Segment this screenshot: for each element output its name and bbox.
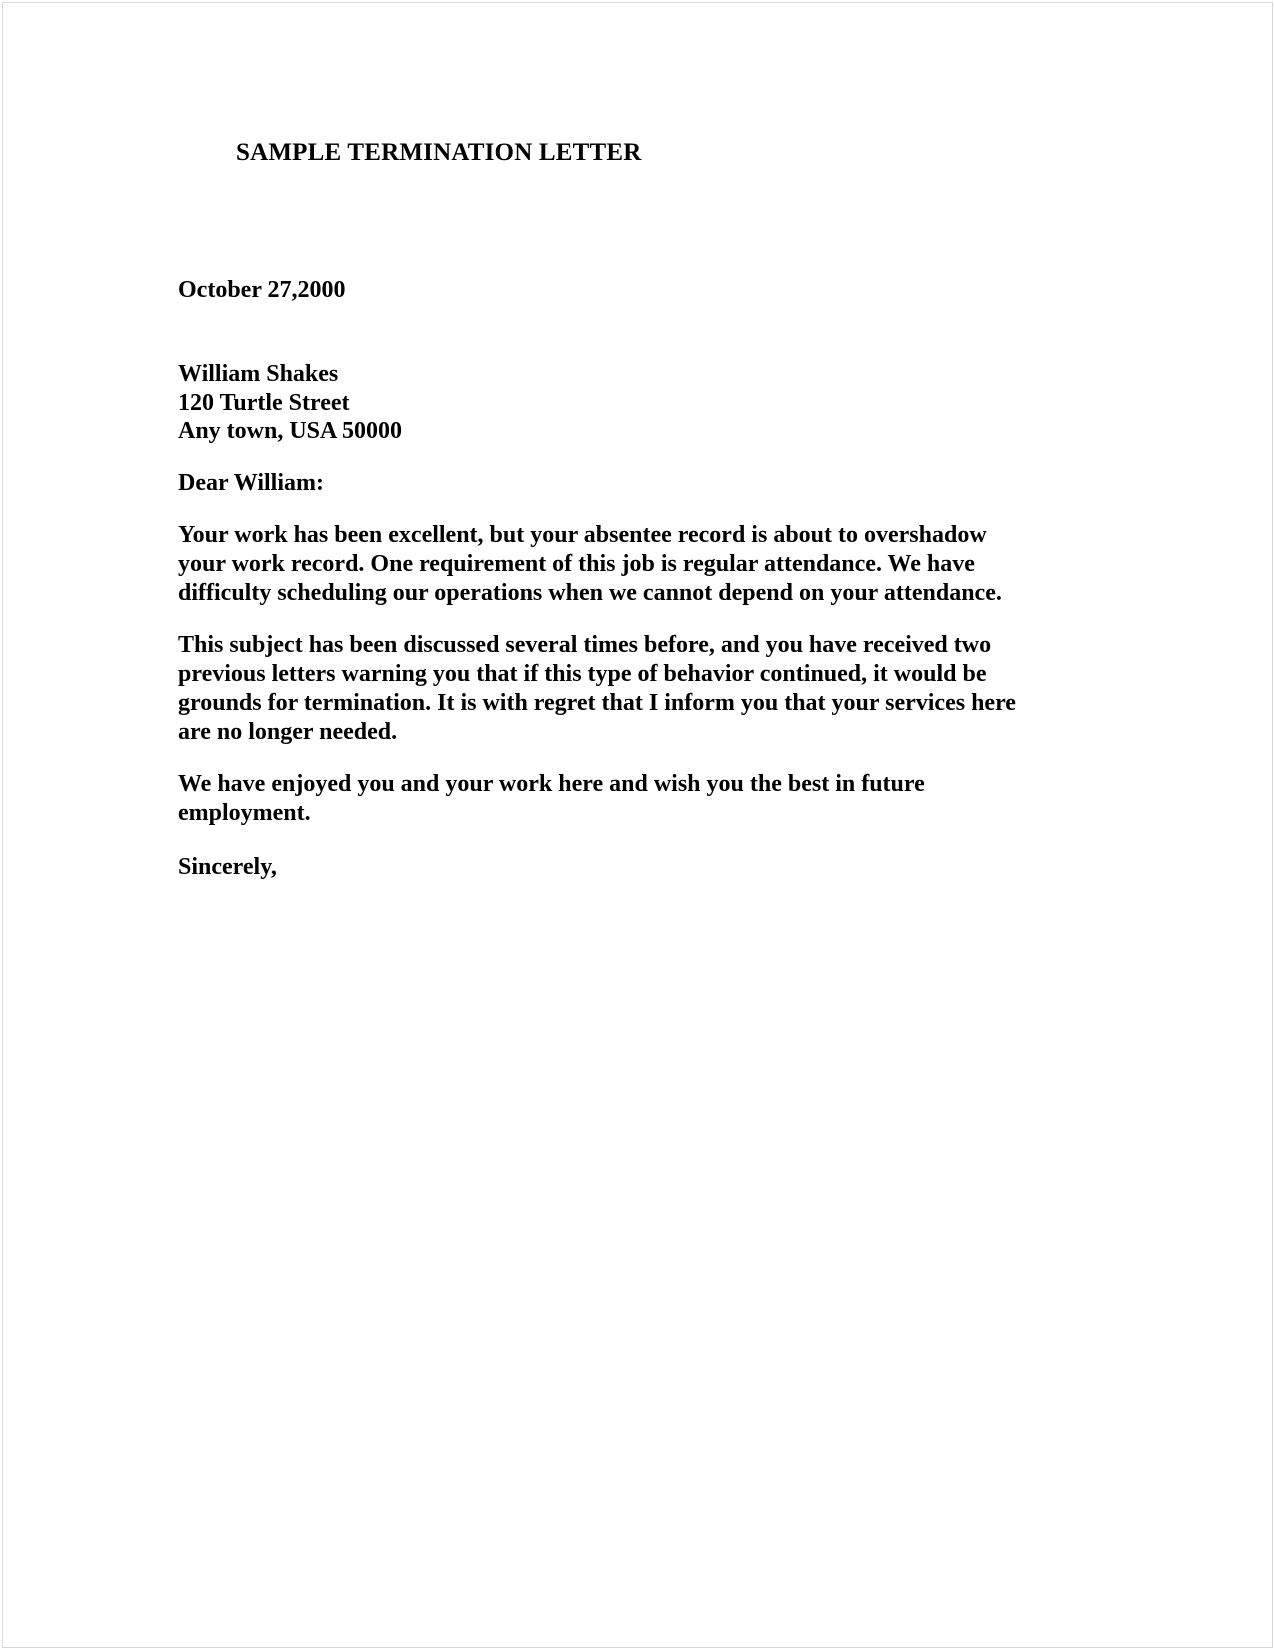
- paragraph: Your work has been excellent, but your absentee record is about to overshadow your work record. One requirement of this job is regular attendance. We have difficulty scheduling our operations when we cannot depend on your attendance.: [178, 522, 1002, 606]
- salutation: Dear William:: [178, 470, 324, 496]
- letter-date: October 27,2000: [178, 277, 346, 303]
- closing-salutation: Sincerely,: [178, 854, 277, 880]
- recipient-address-block: [178, 360, 402, 446]
- body-paragraphs: [178, 521, 1036, 828]
- paragraph: This subject has been discussed several times before, and you have received two previous letters warning you that if this type of behavior continued, it would be grounds for termination. It is with regret that I inform you that your services here are no longer needed.: [178, 632, 1016, 745]
- page-title: SAMPLE TERMINATION LETTER: [236, 139, 642, 166]
- recipient-street: 120 Turtle Street: [178, 389, 350, 416]
- paragraph: We have enjoyed you and your work here and wish you the best in future employment.: [178, 771, 925, 826]
- recipient-name: William Shakes: [178, 361, 339, 387]
- recipient-city-state-zip: Any town, USA 50000: [178, 418, 403, 444]
